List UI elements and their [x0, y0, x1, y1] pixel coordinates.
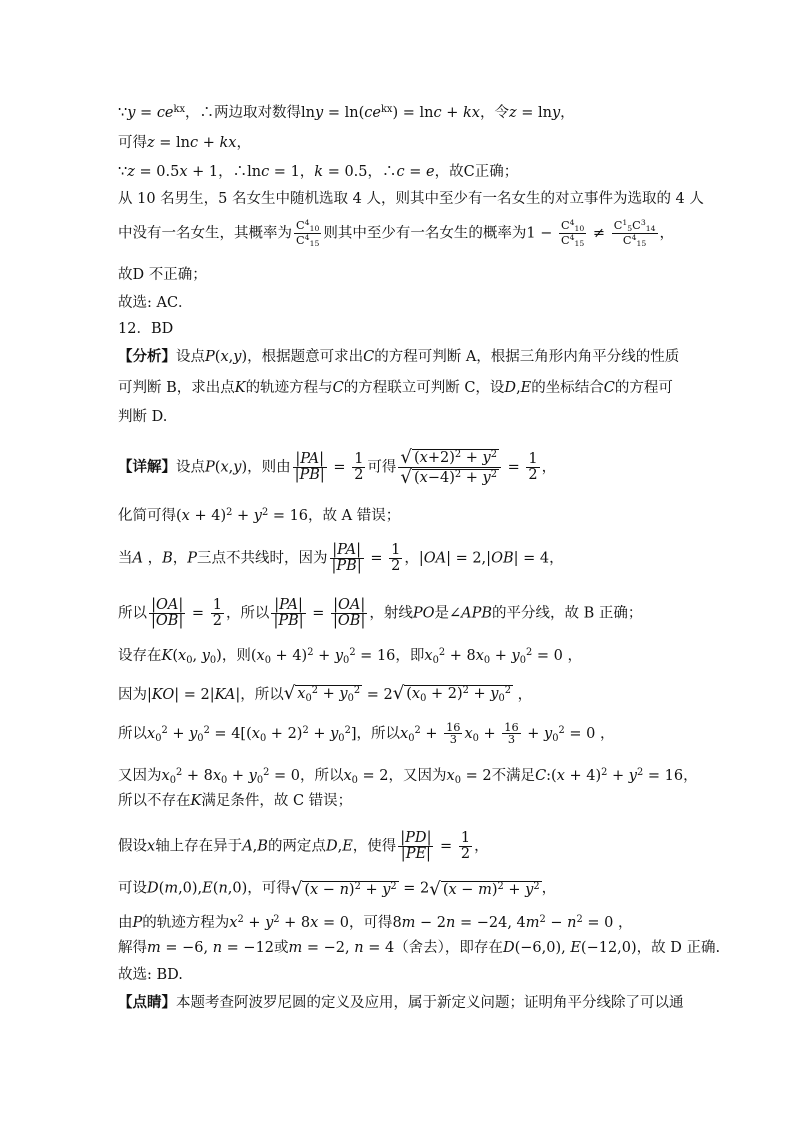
text: 可得	[118, 135, 147, 151]
text: 设存在	[118, 647, 162, 664]
text: ，根据题意可求出	[247, 349, 364, 365]
text: ，	[560, 104, 575, 121]
text-line-19: 又因为$x_0^2 + 8x_0 + y_0^2 = 0$，所以$x_0 = 2$，又因为$x_0 = 2$不满足C:(x + $4)^2 + y^2 = 16$，	[118, 767, 698, 786]
text: ，所以	[225, 605, 270, 622]
text: 当	[118, 550, 133, 567]
text: 所以	[118, 725, 147, 742]
text-line-14: 当A ，B，P三点不共线时，因为 $\frac{|PA|}{|PB|}$ = $\frac{1}{2}$ ，|OA| = 2,|OB| = 4，	[118, 542, 564, 575]
text-line-7	[118, 293, 718, 313]
text: 三点不共线时，因为	[197, 550, 328, 567]
text-line-9: 【分析】设点P(x,y)，根据题意可求出C的方程可判断 A，根据三角形内角平分线的性质	[118, 348, 680, 365]
text-line-11	[118, 407, 718, 427]
text: 因为	[118, 686, 147, 703]
text: 的方程可判断 A，根据三角形内角平分线的性质	[374, 349, 680, 365]
text: ，∴	[218, 164, 248, 180]
text-line-8	[118, 319, 718, 339]
text: 轴上存在异于	[155, 838, 243, 855]
text: 可判断 B，求出点	[118, 380, 235, 396]
text: 的方程可	[614, 380, 673, 396]
text: 则其中至少有一名女生的概率为	[323, 225, 527, 242]
text-line-13: 化简可得$(x + 4)^2 + y^2 = 16$，故 A 错误；	[118, 507, 401, 524]
text: 可得	[367, 459, 397, 476]
text: 或	[274, 940, 289, 956]
text: ，	[299, 164, 315, 180]
text: ∵	[118, 164, 128, 180]
text: 又因为	[118, 767, 162, 784]
section-tag: 【分析】	[118, 348, 176, 365]
text: ，又因为	[388, 767, 447, 784]
text: ∵	[118, 104, 128, 121]
text: 故选: AC．	[118, 295, 193, 311]
text-line-15: 所以 $\frac{|OA|}{|OB|}$ = $\frac{1}{2}$ ，所以 $\frac{|PA|}{|PB|}$ = $\frac{|OA|}{|OB|}$ ，射线PO是∠APB的平分线，故 B 正确；	[118, 597, 643, 630]
text: 中没有一名女生，其概率为	[118, 225, 292, 242]
text: ，则由	[247, 459, 291, 476]
text: ，可得	[348, 914, 393, 931]
text-line-22: 可设D(m,0),E(n,0)，可得√ $(x - n)^2 + y^2 = 2√$ $(x - m)^2 + y^2$ ，	[118, 878, 557, 900]
text-line-3: ∵z = 0.5x + 1，∴lnc = 1，k = 0.5，∴c = e，故C正确；	[118, 164, 519, 180]
text: 的平分线，故 B 正确；	[492, 605, 643, 622]
text: 可设	[118, 880, 147, 897]
text: ，∴两边取对数得	[185, 104, 302, 121]
text: 不满足	[491, 767, 536, 784]
text-line-12: 【详解】设点P(x,y)，则由 $\frac{|PA|}{|PB|}$ = $\frac{1}{2}$ 可得 $\frac{√ (x+2)^2 + y^2}{√ (x-4)^2 + y^2}$ = $\frac{1}{2}$ ，	[118, 447, 557, 489]
text-line-4	[118, 189, 718, 209]
text-line-24: 解得m = −6, n = −12或m = −2, n = 4（舍去），即存在D(−6,0), E(−12,0)，故 D 正确.	[118, 940, 721, 956]
text: 的两定点	[267, 838, 326, 855]
text: ，	[683, 767, 698, 784]
text: 的轨迹方程与	[245, 380, 333, 396]
text-line-25	[118, 965, 718, 985]
text: ，	[236, 135, 251, 151]
text-line-26	[118, 993, 718, 1013]
text-line-1: ∵y = $ce^{kx}$，∴两边取对数得$\ln y = \ln(ce^{kx}) = \ln c$ + kx，令z = lny，	[118, 104, 575, 121]
text-line-18: 所以$x_0^2 + y_0^2 = 4[(x_0 + 2)^2 + y_0^2]$，所以$x_0^2$ + $\frac{16}{3}$ $x_0$ + $\frac{16}{3}$ + $y_0^2 = 0$ ，	[118, 720, 615, 747]
text: ，可得	[247, 880, 291, 897]
text: ，	[659, 225, 675, 242]
text-line-20: 所以不存在K满足条件，故 C 错误；	[118, 793, 353, 809]
text-line-5: 中没有一名女生，其概率为 $\frac{C^4_{10}}{C^4_{15}}$ 则其中至少有一名女生的概率为1 − $\frac{C^4_{10}}{C^4_{15}}$ ≠ $\frac{C^1_5C^3_{14}}{C^4_{15}}$ ，	[118, 218, 675, 249]
text: 的坐标结合	[531, 380, 604, 396]
text: 12．BD	[118, 321, 174, 337]
text: ，所以	[299, 767, 344, 784]
section-tag: 【点睛】	[118, 994, 176, 1011]
text: 满足条件，故 C 错误；	[201, 793, 353, 809]
text: ，	[404, 550, 419, 567]
text: ，使得	[352, 838, 397, 855]
text: 解得	[118, 940, 147, 956]
text: ，故 D 正确.	[636, 940, 721, 956]
text: 假设	[118, 838, 147, 855]
text: ，射线	[369, 605, 413, 622]
text: 所以	[118, 605, 147, 622]
text: 由	[118, 914, 133, 931]
text-line-2: 可得z = lnc + kx，	[118, 135, 251, 151]
text: ，则	[221, 647, 251, 664]
text: ，所以	[240, 686, 284, 703]
text: 从 10 名男生，5 名女生中随机选取 4 人，则其中至少有一名女生的对立事件为选取的 4 人	[118, 191, 704, 207]
text: ，∴	[367, 164, 397, 180]
text: ，即	[395, 647, 425, 664]
text: 的方程联立可判断 C，设	[343, 380, 505, 396]
text: 化简可得	[118, 507, 176, 524]
text: 设点	[176, 349, 205, 365]
text: ，	[474, 838, 489, 855]
text-line-16: 设存在$K(x_0$, $y_0$)，则$(x_0 + 4)^2 + y_0^2 = 16$，即$x_0^2 + 8x_0 + y_0^2 = 0$ ，	[118, 647, 582, 666]
text: ，故C正确；	[434, 164, 519, 180]
text: 所以不存在	[118, 793, 191, 809]
text-line-21: 假设x轴上存在异于A,B的两定点D,E，使得 $\frac{|PD|}{|PE|}$ = $\frac{1}{2}$ ，	[118, 830, 489, 863]
text: ，	[541, 459, 557, 476]
text: 判断 D.	[118, 409, 168, 425]
text-line-23: 由P的轨迹方程为$x^2 + y^2 + 8x = 0$，可得8m − 2n = −24, $4m^2 - n^2 = 0$ ，	[118, 914, 633, 931]
text: ，	[172, 550, 188, 567]
text: 是	[434, 605, 449, 622]
text: 故选: BD.	[118, 967, 183, 983]
text-line-6	[118, 265, 718, 285]
text: （舍去），即存在	[394, 940, 503, 956]
section-tag: 【详解】	[118, 458, 176, 476]
text: ，所以	[356, 725, 400, 742]
text: ，	[541, 880, 557, 897]
text: 设点	[176, 459, 205, 476]
text: 本题考查阿波罗尼圆的定义及应用，属于新定义问题；证明角平分线除了可以通	[176, 995, 684, 1011]
text-line-17: 因为|KO| = 2|KA|，所以√ $x_0^2 + y_0^2 = 2√$ $(x_0 + 2)^2 + y_0^2$ ，	[118, 682, 533, 704]
text: ，故 A 错误；	[308, 507, 401, 524]
text: ，	[549, 550, 564, 567]
text: 故D 不正确；	[118, 267, 207, 283]
text: 的轨迹方程为	[142, 914, 230, 931]
text-line-10: 可判断 B，求出点K的轨迹方程与C的方程联立可判断 C，设D,E的坐标结合C的方程可	[118, 380, 673, 396]
text: ，令	[479, 104, 509, 121]
